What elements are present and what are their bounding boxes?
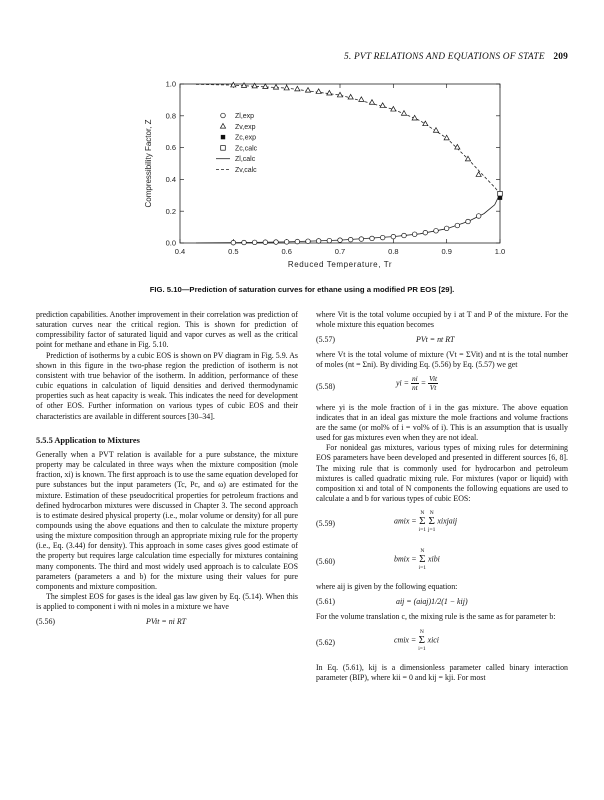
paragraph: Generally when a PVT relation is available for a pure substance, the mixture property may be calculated in three ways when the mixture composition (mole fraction, xi) is known. The first approach is to use the same equation developed for pure substances but the input parameters (Tc, Pc, and ω) are estimated for the mixture. Estimation of these pseudocritical properties for petroleum fractions and defined hydrocarbon mixtures were discussed in Chapter 3. The second approach is to estimate desired physical property (i.e., molar volume or density) for all pure compounds using the above equations and then to calculate the mixture property using the mixture composition through an appropriate mixing rule for the property (i.e., Eq. (3.44) for density). This approach in some cases gives good estimate of the property but requires large calculation time especially for mixtures containing many components. The third and most widely used approach is to calculate EOS parameters (parameters a and b) for the mixture using their values for pure components and mixture composition. (36, 449, 298, 591)
equation-5-59 (316, 506, 568, 542)
equation-5-56 (36, 614, 298, 630)
data-point (273, 85, 278, 90)
data-point (380, 103, 385, 108)
y-tick-label: 1.0 (165, 79, 176, 89)
equation-lhs: cmix = (394, 634, 417, 644)
paragraph: prediction capabilities. Another improvement in their correlation was prediction of saturation curves near the critical region. This is shown for prediction of compressibility factor of saturated liquid and vapor curves as well as the critical point for methane and ethane in Fig. 5.10. (36, 310, 298, 350)
data-point (359, 97, 364, 102)
section-heading: 5.5.5 Application to Mixtures (36, 435, 140, 445)
x-tick-label: 1.0 (494, 247, 506, 256)
plot-frame (180, 84, 500, 243)
y-tick-label: 0.0 (165, 238, 176, 248)
data-point (455, 223, 460, 228)
data-point (252, 240, 257, 245)
data-point (434, 228, 439, 233)
data-point (476, 172, 481, 177)
data-point (498, 191, 503, 196)
data-point (423, 121, 428, 126)
data-point (338, 238, 343, 243)
data-point (327, 90, 332, 95)
equation-body: PVt = nt RT (416, 335, 455, 345)
equation-number: (5.60) (316, 557, 336, 567)
equation-rhs: xici (427, 634, 439, 644)
data-point (231, 240, 236, 245)
page-number: 209 (553, 52, 568, 62)
paragraph: In Eq. (5.61), kij is a dimensionless parameter called binary interaction parameter (BIP), where kii = 0 and kij = kji. For most (316, 662, 568, 682)
summation: N Σ j=1 (428, 510, 436, 534)
series-line (196, 194, 500, 243)
data-point (327, 238, 332, 243)
data-point (295, 86, 300, 91)
equation-number: (5.58) (316, 381, 336, 391)
figure-chart (0, 0, 604, 290)
summation: N Σ i=1 (418, 628, 426, 652)
paragraph: For the volume translation c, the mixing rule is the same as for parameter b: (316, 612, 556, 622)
x-axis-label: Reduced Temperature, Tr (287, 260, 393, 269)
legend-label: Zc,calc (235, 145, 258, 153)
paragraph: where Vit is the total volume occupied by i at T and P of the mixture. For the whole mixture this equation becomes (316, 310, 568, 330)
x-tick-label: 0.8 (388, 247, 399, 256)
paragraph: where Vt is the total volume of mixture (Vt = ΣVit) and nt is the total number of moles (nt = Σni). By dividing Eq. (5.56) by Eq. (5.57) we get (316, 350, 568, 370)
equation-5-62 (316, 625, 568, 661)
equation-5-57 (316, 332, 568, 348)
data-point (263, 240, 268, 245)
x-tick-label: 0.6 (281, 247, 292, 256)
legend-label: Zc,exp (235, 134, 257, 142)
data-point (241, 83, 246, 88)
summation: N Σ i=1 (418, 548, 427, 572)
fraction: $\frac{\text{Vit}}{Vt}$ (429, 373, 438, 392)
data-point (221, 146, 226, 151)
data-point (305, 88, 310, 93)
data-point (444, 135, 449, 140)
data-point (380, 235, 385, 240)
data-point (221, 113, 226, 118)
data-point (359, 237, 364, 242)
data-point (391, 234, 396, 239)
figure-caption: FIG. 5.10—Prediction of saturation curves for ethane using a modified PR EOS [29]. (149, 285, 455, 294)
paragraph: where yi is the mole fraction of i in the gas mixture. The above equation indicates that in an ideal gas mixture the mole fractions and volume fractions are the same (or mol% of i = vol% of i). This is an assumption that is usually used for gas mixtures even when they are not ideal. (316, 402, 568, 443)
x-tick-label: 0.7 (334, 247, 346, 256)
y-tick-label: 0.4 (165, 175, 176, 184)
equation-number: (5.57) (316, 335, 336, 345)
running-title: 5. PVT RELATIONS AND EQUATIONS OF STATE (344, 52, 545, 62)
equation-number: (5.59) (316, 519, 336, 529)
chart-legend (216, 113, 258, 174)
data-point (412, 232, 417, 237)
data-point (466, 219, 471, 224)
chart-marks (196, 82, 502, 245)
data-point (402, 233, 407, 238)
data-point (348, 94, 353, 99)
data-point (295, 239, 300, 244)
equation-number: (5.56) (36, 617, 56, 627)
x-tick-label: 0.9 (441, 247, 452, 256)
equation-body: PVit = ni RT (146, 617, 187, 627)
equation-5-61 (316, 594, 568, 610)
data-point (316, 239, 321, 244)
paragraph: where aij is given by the following equation: (316, 582, 458, 592)
data-point (369, 100, 374, 105)
data-point (476, 214, 481, 219)
data-point (306, 239, 311, 244)
x-tick-label: 0.4 (174, 247, 186, 256)
data-point (221, 135, 225, 139)
equation-lhs: yi = (396, 377, 409, 387)
equation-rhs: xixjaij (437, 516, 458, 526)
data-point (348, 237, 353, 242)
data-point (242, 240, 247, 245)
equation-rhs: xibi (428, 554, 440, 564)
data-point (370, 236, 375, 241)
fraction: $\frac{ni}{nt}$ (411, 373, 418, 392)
equation-number: (5.62) (316, 637, 336, 647)
data-point (263, 84, 268, 89)
paragraph: For nonideal gas mixtures, various types of mixing rules for determining EOS parameters have been developed and presented in different sources [6, 8]. The mixing rule that is commonly used for hydrocarbon and petroleum mixtures is called quadratic mixing rule. For mixtures (vapor or liquid) with composition xi and total of N components the following equations are used to calculate a and b for various types of cubic EOS: (316, 443, 568, 504)
legend-label: Zv,exp (235, 123, 256, 131)
summation: N Σ i=1 (418, 510, 427, 534)
legend-label: Zv,calc (235, 167, 257, 174)
legend-label: Zl,calc (235, 156, 256, 164)
y-tick-label: 0.8 (165, 111, 176, 121)
data-point (284, 240, 289, 245)
equation-number: (5.61) (316, 597, 336, 607)
y-tick-label: 0.2 (165, 206, 176, 216)
equation-body: aij = (aiaj)1/2(1 − kij) (396, 597, 468, 607)
x-tick-label: 0.5 (228, 247, 239, 256)
data-point (423, 230, 428, 235)
data-point (231, 82, 236, 87)
paragraph: Prediction of isotherms by a cubic EOS is shown on PV diagram in Fig. 5.9. As shown in this figure in the two-phase region the prediction of isotherm is not consistent with true behavior of the isotherm. In addition, performance of these cubic equations in calculation of liquid densities and derived thermodynamic properties such as heat capacity is weak. This indicates the need for development of other EOS. Further information on various types of cubic EOS and their characteristics are available in different sources [30–34]. (36, 350, 298, 421)
equation-lhs: bmix = (394, 554, 417, 564)
equation-5-60 (316, 544, 568, 580)
data-point (220, 124, 225, 129)
data-point (401, 111, 406, 116)
y-axis-label: Compressibility Factor, Z (144, 119, 153, 208)
equation-lhs: amix = (394, 516, 417, 526)
equation-5-58: (5.58) yi = $\frac{ni}{nt}$ = $\frac{\text{Vit}}{Vt}$ (316, 373, 438, 392)
data-point (284, 85, 289, 90)
data-point (274, 240, 279, 245)
legend-label: Zl,exp (235, 113, 255, 120)
left-column (36, 310, 298, 632)
data-point (444, 226, 449, 231)
y-tick-label: 0.6 (165, 143, 176, 153)
paragraph: The simplest EOS for gases is the ideal gas law given by Eq. (5.14). When this is applied to component i with ni moles in a mixture we have (36, 592, 298, 612)
right-column (316, 310, 568, 683)
data-point (316, 89, 321, 94)
